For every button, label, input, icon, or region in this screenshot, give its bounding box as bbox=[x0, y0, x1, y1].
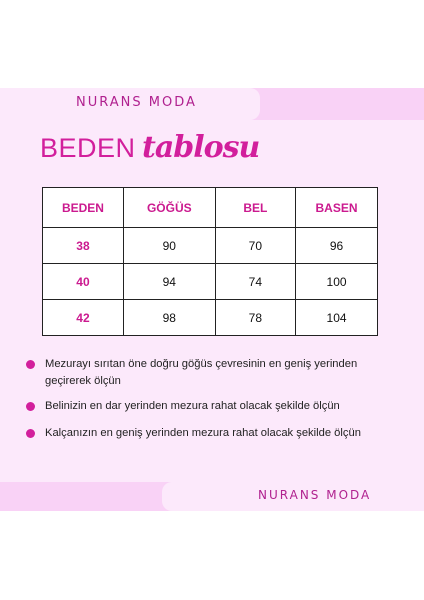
waist-cell: 70 bbox=[215, 228, 295, 264]
waist-cell: 78 bbox=[215, 300, 295, 336]
brand-name-bottom: NURANS MODA bbox=[258, 488, 372, 502]
brand-banner-top bbox=[0, 88, 260, 120]
header-beden: BEDEN bbox=[43, 188, 124, 228]
table-row bbox=[43, 264, 378, 300]
hip-cell: 104 bbox=[296, 300, 378, 336]
page-title bbox=[40, 130, 259, 165]
chest-cell: 90 bbox=[123, 228, 215, 264]
header-bel: BEL bbox=[215, 188, 295, 228]
size-table bbox=[42, 187, 378, 336]
instruction-waist: Belinizin en dar yerinden mezura rahat olacak şekilde ölçün bbox=[45, 400, 340, 412]
instruction-chest: Mezurayı sırıtan öne doğru göğüs çevresinin en geniş yerinden geçirerek ölçün bbox=[45, 358, 358, 387]
chest-cell: 94 bbox=[123, 264, 215, 300]
bullet-dot-icon bbox=[26, 360, 35, 369]
table-row bbox=[43, 228, 378, 264]
header-gogus: GÖĞÜS bbox=[123, 188, 215, 228]
title-script: tablosu bbox=[141, 130, 260, 165]
chest-cell: 98 bbox=[123, 300, 215, 336]
size-cell: 42 bbox=[43, 300, 124, 336]
instruction-hip: Kalçanızın en geniş yerinden mezura rahat olacak şekilde ölçün bbox=[45, 427, 361, 439]
size-cell: 40 bbox=[43, 264, 124, 300]
brand-name-top: NURANS MODA bbox=[76, 95, 197, 110]
header-basen: BASEN bbox=[296, 188, 378, 228]
bullet-dot-icon bbox=[26, 402, 35, 411]
list-item bbox=[26, 356, 406, 390]
hip-cell: 96 bbox=[296, 228, 378, 264]
list-item bbox=[26, 425, 406, 442]
instruction-list bbox=[26, 356, 406, 442]
table-header-row bbox=[43, 188, 378, 228]
waist-cell: 74 bbox=[215, 264, 295, 300]
title-main: BEDEN bbox=[40, 133, 136, 163]
table-row bbox=[43, 300, 378, 336]
size-cell: 38 bbox=[43, 228, 124, 264]
hip-cell: 100 bbox=[296, 264, 378, 300]
list-item bbox=[26, 398, 406, 415]
bullet-dot-icon bbox=[26, 429, 35, 438]
brand-banner-bottom bbox=[162, 482, 424, 511]
